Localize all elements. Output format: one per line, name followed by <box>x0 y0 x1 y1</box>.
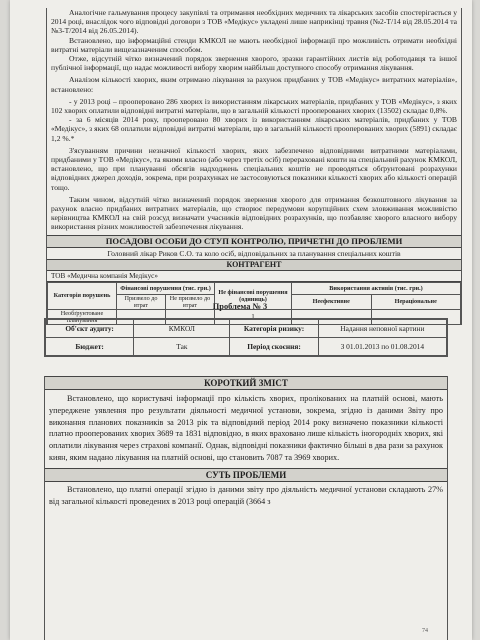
officials-text: Головний лікар Риков С.О. та коло осіб, відповідальних за планування спеціальних коштів <box>107 248 401 258</box>
col-financial: Фінансові порушення (тис. грн.) <box>117 282 215 294</box>
paragraph: - у 2013 році – прооперовано 286 хворих із використанням лікарських матеріалів, придбаних у ТОВ «Медікус», з яких 102 хворих оплатили відповідні витратні матеріали, що в загальній кількості прооперованих хворих (13502) складає 0,8%. <box>51 96 457 116</box>
period-value: З 01.01.2013 по 01.08.2014 <box>318 338 446 356</box>
summary-text: Встановлено, що користувачі інформації про кількість хворих, пролікованих на платній основі, мають упереджене уявлення про результати діяльності медичної установи, зокрема, згідно із даними Звіту про виконання планових показників за 2013 рік та відповідний період 2014 року визначено показники кількості платно прооперованих хворих 3689 та 1831 відповідно, в яких враховано лише кількість іногородніх хворих, які оплатили лікування через страхові компанії. Однак, відповідні показники фактично більші в два рази за рахунок киян, яким надано лікування на платній основі, що становить 7087 та 3969 хворих. <box>49 394 443 462</box>
contractor-header: КОНТРАГЕНТ <box>47 259 461 271</box>
row-nonfinancial: 1 <box>215 309 292 324</box>
sub-ineffective: Неефективне <box>292 294 372 309</box>
sub-not-led-to-losses: Не призвело до втрат <box>166 294 215 309</box>
budget-value: Так <box>134 338 230 356</box>
paragraph: Отже, відсутній чітко визначений порядок звернення хворого, зразки гарантійних листів від роботодавця та іншої публічної інформації, що надає можливості вибору хворим найбільш доступного способу отримання лікування. <box>51 54 457 73</box>
risk-label: Категорія ризику: <box>230 320 318 338</box>
page-number: 74 <box>422 628 428 634</box>
contractor-name: ТОВ «Медична компанія Медікус» <box>47 271 461 282</box>
audit-object-label: Об'єкт аудиту: <box>46 320 134 338</box>
problem-title: Проблема № 3 <box>212 302 268 311</box>
sub-irrational: Нераціональне <box>371 294 461 309</box>
officials-header: ПОСАДОВІ ОСОБИ ДО СТУП КОНТРОЛЮ, ПРИЧЕТНІ ДО ПРОБЛЕМИ <box>47 235 461 248</box>
paragraph: Встановлено, що інформаційні стенди КМКОЛ не мають необхідної інформації про можливість отримати необхідні витратні матеріали вищезазначеним способом. <box>51 35 457 54</box>
audit-object-value: КМКОЛ <box>134 320 230 338</box>
paragraph: Аналізом кількості хворих, яким отримано лікування за рахунок придбаних у ТОВ «Медікус» витратних матеріалів», встановлено: <box>51 75 457 94</box>
findings-section <box>46 8 462 325</box>
paragraph: Аналогічне гальмування процесу закупівлі та отримання необхідних медичних та лікарських засобів спостерігається у 2014 році, внаслідок чого відповідні договори з ТОВ «Медікус» укладені лише наприкінці травня (№2-Т/14 від 28.05.2014 та №3-Т/2014 від 26.05.2014). <box>51 8 457 36</box>
paragraph: Таким чином, відсутній чітко визначений порядок звернення хворого для отримання безкоштовного лікування за рахунок власно придбаних витратних матеріалів, що створює передумови корупційних схем зловживання можливістю керівництва КМКОЛ на свій розсуд визначати учасників відповідних розрахунків, що позбавляє хворого власного вибору використання різних можливостей забезпечення лікування. <box>51 194 457 232</box>
sub-led-to-losses: Призвело до втрат <box>117 294 166 309</box>
col-nonfinancial: Не фінансові порушення (одиниць) <box>215 282 292 309</box>
paragraph: З'ясуванням причини незначної кількості хворих, яких забезпечено відповідними витратними матеріалами, придбаними у ТОВ «Медікус», та якими власно (або через третіх осіб) перераховані кошти на спеціальний рахунок КМКОЛ, встановлено, що при плануванні обсягів надходжень спеціальних коштів не проводяться обґрунтовані розрахунки відповідних джерел доходів, зокрема, при розрахунках не застосовуються показники кількості хворих або кількості операцій тощо. <box>51 145 457 192</box>
period-label: Період скоєння: <box>230 338 318 356</box>
row-category: Необґрунтоване планування <box>48 309 117 324</box>
paragraph: - за 6 місяців 2014 року, прооперовано 80 хворих із використанням лікарських матеріалів, придбаних у ТОВ «Медікус», з яких 68 оплатили відповідні витратні матеріали, що в загальній кількості прооперованих хворих (5891) складає 1,2 %.* <box>51 115 457 143</box>
summary-header: КОРОТКИЙ ЗМІСТ <box>45 376 447 390</box>
essence-text: Встановлено, що платні операції згідно із даними звіту про діяльність медичної установи складають 27% від загальної кількості проведених в 2013 році операцій (3664 з <box>49 484 443 506</box>
col-assets: Використання активів (тис. грн.) <box>292 282 461 294</box>
audit-info-table <box>44 318 448 357</box>
col-category: Категорія порушень <box>48 282 117 309</box>
problem-section <box>44 376 448 640</box>
budget-label: Бюджет: <box>46 338 134 356</box>
risk-value: Надання неповної картини <box>318 320 446 338</box>
essence-header: СУТЬ ПРОБЛЕМИ <box>45 468 447 482</box>
